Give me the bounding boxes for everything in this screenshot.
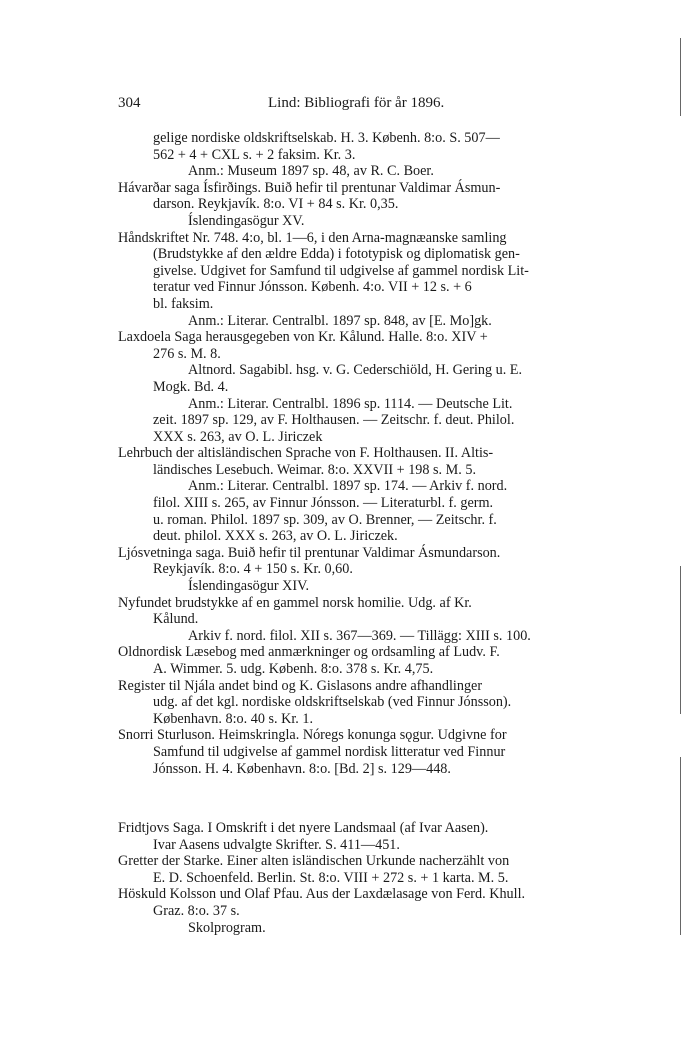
- text-line: Íslendingasögur XIV.: [188, 578, 310, 595]
- text-line: givelse. Udgivet for Samfund til udgivelse af gammel nordisk Lit-: [153, 262, 529, 279]
- text-line: A. Wimmer. 5. udg. Københ. 8:o. 378 s. Kr. 4,75.: [153, 661, 434, 677]
- text-line: udg. af det kgl. nordiske oldskriftselskab (ved Finnur Jónsson).: [153, 694, 512, 711]
- page-edge-rule: [680, 38, 681, 116]
- text-line: Register til Njála andet bind og K. Gislasons andre afhandlinger: [118, 677, 483, 694]
- text-line: Altnord. Sagabibl. hsg. v. G. Cederschiöld, H. Gering u. E.: [188, 362, 523, 379]
- text-line: Håndskriftet Nr. 748. 4:o, bl. 1—6, i den Arna-magnæanske samling: [118, 229, 507, 246]
- text-line: Ljósvetninga saga. Buið hefir til prentunar Valdimar Ásmundarson.: [118, 544, 501, 561]
- text-line: Snorri Sturluson. Heimskringla. Nóregs konunga sǫgur. Udgivne for: [118, 727, 507, 744]
- text-line: Mogk. Bd. 4.: [153, 378, 229, 395]
- bibliography-entries-secondary: [118, 820, 590, 936]
- text-line: gelige nordiske oldskriftselskab. H. 3. Københ. 8:o. S. 507—: [153, 130, 500, 146]
- text-line: Kålund.: [153, 611, 199, 628]
- section-separator: [118, 807, 590, 808]
- text-line: Anm.: Literar. Centralbl. 1896 sp. 1114. — Deutsche Lit.: [188, 395, 513, 412]
- text-line: (Brudstykke af den ældre Edda) i fototypisk og diplomatisk gen-: [153, 246, 520, 263]
- text-line: Arkiv f. nord. filol. XII s. 367—369. — Tillägg: XIII s. 100.: [188, 627, 531, 644]
- text-line: Ivar Aasens udvalgte Skrifter. S. 411—451.: [153, 836, 400, 853]
- text-line: Hávarðar saga Ísfirðings. Buið hefir til prentunar Valdimar Ásmun-: [118, 179, 501, 196]
- text-line: Höskuld Kolsson und Olaf Pfau. Aus der Laxdælasage von Ferd. Khull.: [118, 886, 526, 903]
- text-line: Samfund til udgivelse af gammel nordisk litteratur ved Finnur: [153, 743, 506, 760]
- text-line: Graz. 8:o. 37 s.: [153, 902, 240, 919]
- bibliography-entries: [118, 130, 590, 777]
- running-title: Lind: Bibliografi för år 1896.: [268, 95, 445, 111]
- page-edge-rule: [680, 757, 681, 935]
- text-line: Oldnordisk Læsebog med anmærkninger og ordsamling af Ludv. F.: [118, 644, 500, 661]
- text-line: Reykjavík. 8:o. 4 + 150 s. Kr. 0,60.: [153, 561, 353, 578]
- text-line: filol. XIII s. 265, av Finnur Jónsson. — Literaturbl. f. germ.: [153, 495, 494, 512]
- page-number: 304: [118, 95, 141, 111]
- text-line: bl. faksim.: [153, 295, 214, 312]
- text-line: ländisches Lesebuch. Weimar. 8:o. XXVII + 198 s. M. 5.: [153, 461, 476, 478]
- text-line: teratur ved Finnur Jónsson. Københ. 4:o. VII + 12 s. + 6: [153, 279, 472, 296]
- text-line: Gretter der Starke. Einer alten isländischen Urkunde nacherzählt von: [118, 853, 510, 870]
- text-line: Anm.: Museum 1897 sp. 48, av R. C. Boer.: [188, 163, 434, 180]
- page-edge-rule: [680, 566, 681, 714]
- text-line: Nyfundet brudstykke af en gammel norsk homilie. Udg. af Kr.: [118, 594, 472, 611]
- text-line: Anm.: Literar. Centralbl. 1897 sp. 848, av [E. Mo]gk.: [188, 312, 492, 329]
- page-header: [118, 95, 590, 113]
- text-line: zeit. 1897 sp. 129, av F. Holthausen. — Zeitschr. f. deut. Philol.: [153, 412, 515, 429]
- text-line: E. D. Schoenfeld. Berlin. St. 8:o. VIII + 272 s. + 1 karta. M. 5.: [153, 869, 509, 886]
- text-line: 276 s. M. 8.: [153, 345, 221, 362]
- text-line: Laxdoela Saga herausgegeben von Kr. Kålund. Halle. 8:o. XIV +: [118, 329, 488, 346]
- text-line: XXX s. 263, av O. L. Jiriczek: [153, 428, 323, 445]
- text-line: København. 8:o. 40 s. Kr. 1.: [153, 710, 313, 727]
- text-line: Fridtjovs Saga. I Omskrift i det nyere Landsmaal (af Ivar Aasen).: [118, 820, 489, 836]
- text-line: Lehrbuch der altisländischen Sprache von F. Holthausen. II. Altis-: [118, 445, 494, 462]
- text-line: darson. Reykjavík. 8:o. VI + 84 s. Kr. 0,35.: [153, 196, 399, 213]
- text-line: u. roman. Philol. 1897 sp. 309, av O. Brenner, — Zeitschr. f.: [153, 511, 497, 528]
- text-line: Íslendingasögur XV.: [188, 212, 305, 229]
- text-line: 562 + 4 + CXL s. + 2 faksim. Kr. 3.: [153, 146, 356, 163]
- text-line: Jónsson. H. 4. København. 8:o. [Bd. 2] s. 129—448.: [153, 760, 451, 777]
- text-line: Anm.: Literar. Centralbl. 1897 sp. 174. — Arkiv f. nord.: [188, 478, 508, 495]
- text-line: Skolprogram.: [188, 919, 266, 936]
- text-line: deut. philol. XXX s. 263, av O. L. Jiriczek.: [153, 528, 398, 545]
